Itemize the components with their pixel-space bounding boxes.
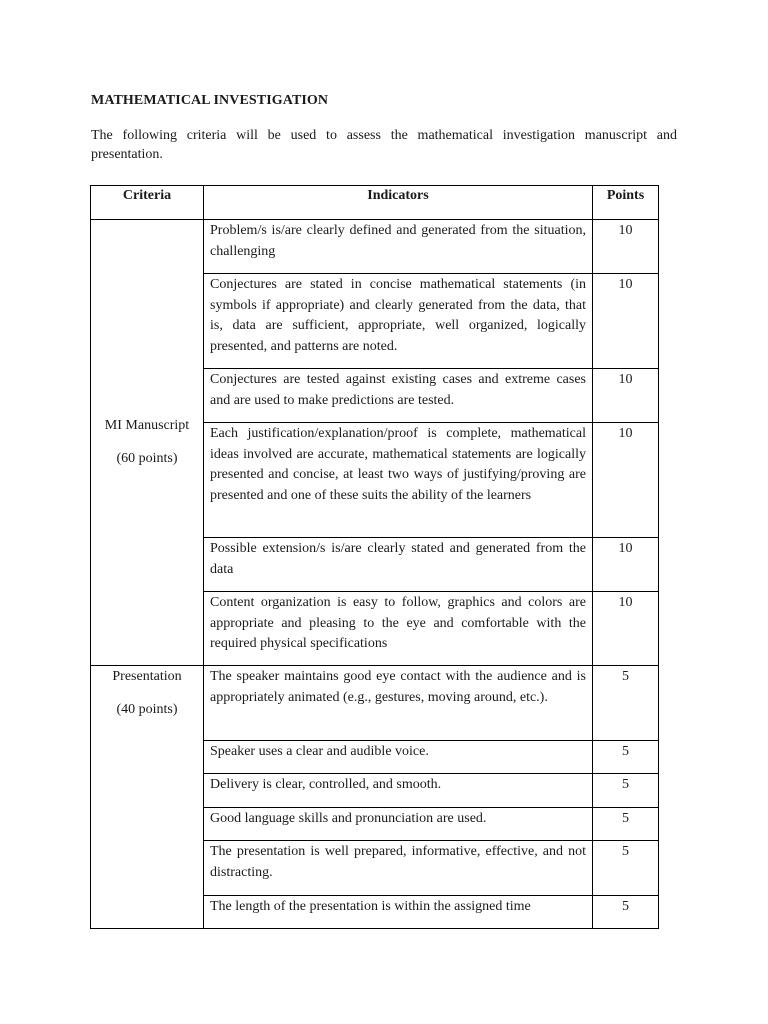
indicator-cell: Delivery is clear, controlled, and smooth. (204, 774, 593, 808)
table-row (91, 666, 659, 741)
rubric-table (90, 185, 659, 929)
table-row (91, 220, 659, 274)
indicator-cell: The presentation is well prepared, informative, effective, and not distracting. (204, 841, 593, 896)
header-criteria: Criteria (91, 186, 204, 220)
document-title: MATHEMATICAL INVESTIGATION (91, 93, 329, 108)
points-cell: 10 (593, 423, 659, 538)
indicator-cell: Problem/s is/are clearly defined and generated from the situation, challenging (204, 220, 593, 274)
points-cell: 10 (593, 220, 659, 274)
criteria-presentation (91, 666, 204, 929)
points-cell: 5 (593, 774, 659, 808)
header-indicators: Indicators (204, 186, 593, 220)
indicator-cell: The speaker maintains good eye contact with the audience and is appropriately animated (e.g., gestures, moving around, etc.). (204, 666, 593, 741)
criteria-points: (60 points) (116, 451, 178, 466)
criteria-manuscript (91, 220, 204, 666)
points-cell: 10 (593, 538, 659, 592)
points-cell: 5 (593, 841, 659, 896)
intro-paragraph: The following criteria will be used to assess the mathematical investigation manuscript and presentation. (91, 128, 677, 162)
points-cell: 10 (593, 369, 659, 423)
header-points: Points (593, 186, 659, 220)
indicator-cell: Good language skills and pronunciation are used. (204, 808, 593, 841)
criteria-label: Presentation (112, 669, 182, 684)
header-row (91, 186, 659, 220)
criteria-label: MI Manuscript (104, 418, 190, 433)
criteria-points: (40 points) (116, 702, 178, 717)
points-cell: 5 (593, 896, 659, 929)
indicator-cell: Speaker uses a clear and audible voice. (204, 741, 593, 774)
indicator-cell: Each justification/explanation/proof is complete, mathematical ideas involved are accurate, mathematical statements are logically presented and concise, at least two ways of justifying/proving are presented and one of these suits the ability of the learners (204, 423, 593, 538)
points-cell: 10 (593, 592, 659, 666)
indicator-cell: The length of the presentation is within the assigned time (204, 896, 593, 929)
points-cell: 5 (593, 741, 659, 774)
indicator-cell: Conjectures are tested against existing cases and extreme cases and are used to make predictions are tested. (204, 369, 593, 423)
indicator-cell: Possible extension/s is/are clearly stated and generated from the data (204, 538, 593, 592)
indicator-cell: Content organization is easy to follow, graphics and colors are appropriate and pleasing to the eye and comfortable with the required physical specifications (204, 592, 593, 666)
points-cell: 5 (593, 808, 659, 841)
points-cell: 5 (593, 666, 659, 741)
indicator-cell: Conjectures are stated in concise mathematical statements (in symbols if appropriate) and clearly generated from the data, that is, data are sufficient, appropriate, well organized, logically presented, and patterns are noted. (204, 274, 593, 369)
points-cell: 10 (593, 274, 659, 369)
